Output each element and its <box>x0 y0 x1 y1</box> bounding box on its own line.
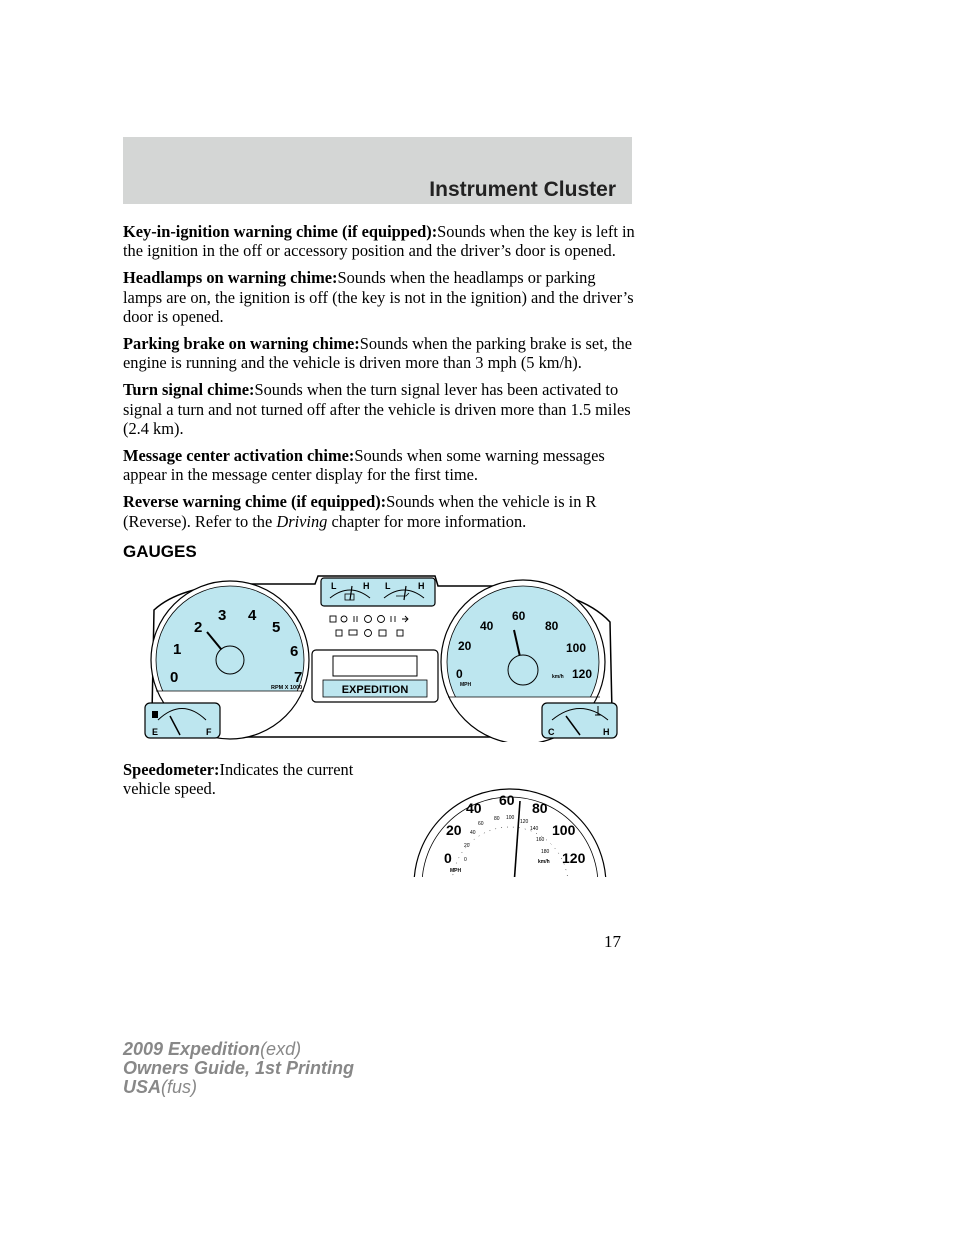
footer-line-1 <box>123 1040 354 1059</box>
svg-text:160: 160 <box>536 837 545 843</box>
svg-text:100: 100 <box>552 822 576 838</box>
description: Sounds when the parking brake is set, the engine is running and the vehicle is driven more than 3 mph (5 km/h). <box>123 334 632 373</box>
svg-text:100: 100 <box>506 815 515 821</box>
page-number: 17 <box>604 932 621 951</box>
term: Turn signal chime: <box>123 380 255 400</box>
svg-text:60: 60 <box>512 609 526 623</box>
term: Message center activation chime: <box>123 446 355 466</box>
svg-text:F: F <box>206 727 212 737</box>
svg-text:7: 7 <box>294 669 303 686</box>
vehicle-display-label: EXPEDITION <box>341 684 409 696</box>
temperature-gauge <box>542 703 617 738</box>
svg-text:1: 1 <box>173 641 182 658</box>
term: Speedometer: <box>123 760 220 779</box>
description: Indicates the current vehicle speed. <box>123 760 354 799</box>
svg-text:40: 40 <box>466 800 482 816</box>
fuel-gauge <box>145 703 220 738</box>
footer <box>123 1040 354 1097</box>
footer-model-code: (exd) <box>260 1039 302 1059</box>
instrument-cluster-illustration <box>140 572 624 742</box>
footer-market-code: (fus) <box>161 1077 198 1097</box>
svg-text:6: 6 <box>290 643 299 660</box>
paragraph-message-center-chime <box>123 446 638 484</box>
description: Sounds when the headlamps or parking lamps are on, the ignition is off (the key is not in the ignition) and the driver’s door is opened. <box>123 268 634 326</box>
svg-text:80: 80 <box>494 816 500 822</box>
svg-text:0: 0 <box>464 857 467 863</box>
paragraph-key-chime <box>123 222 638 260</box>
svg-text:80: 80 <box>545 619 559 633</box>
svg-text:80: 80 <box>532 800 548 816</box>
paragraph-parking-brake-chime <box>123 334 638 372</box>
speedometer-illustration <box>410 785 610 877</box>
svg-text:2: 2 <box>194 619 203 636</box>
svg-text:0: 0 <box>456 667 463 681</box>
speedometer-description <box>123 760 393 798</box>
small-gauge-label: L <box>331 581 337 591</box>
svg-text:H: H <box>603 727 610 737</box>
small-gauge-label: H <box>418 581 425 591</box>
footer-model: 2009 Expedition <box>123 1039 261 1059</box>
svg-text:C: C <box>548 727 555 737</box>
paragraph-headlamps-chime <box>123 268 638 326</box>
term: Key-in-ignition warning chime (if equipped): <box>123 222 438 241</box>
svg-text:100: 100 <box>566 641 587 655</box>
description: Sounds when the turn signal lever has been activated to signal a turn and not turned off after the vehicle is driven more than 1.5 miles (2.4 km). <box>123 380 631 438</box>
svg-text:180: 180 <box>541 849 550 855</box>
term: Parking brake on warning chime: <box>123 334 360 354</box>
svg-text:20: 20 <box>458 639 472 653</box>
svg-text:120: 120 <box>520 819 529 825</box>
svg-text:km/h: km/h <box>552 674 564 680</box>
svg-text:MPH: MPH <box>460 682 472 688</box>
svg-text:0: 0 <box>444 850 452 866</box>
svg-text:MPH: MPH <box>450 868 462 874</box>
svg-text:60: 60 <box>478 821 484 827</box>
term: Reverse warning chime (if equipped): <box>123 492 387 512</box>
svg-text:140: 140 <box>530 826 539 832</box>
description-end: chapter for more information. <box>327 511 527 531</box>
svg-text:4: 4 <box>248 607 257 624</box>
small-gauge-label: L <box>385 581 391 591</box>
footer-market: USA <box>123 1077 162 1097</box>
svg-text:0: 0 <box>170 669 179 686</box>
description: Sounds when the key is left in the ignition in the off or accessory position and the driver’s door is opened. <box>123 222 635 261</box>
section-heading: GAUGES <box>123 542 197 561</box>
term: Headlamps on warning chime: <box>123 268 338 288</box>
svg-text:40: 40 <box>480 619 494 633</box>
footer-line-3 <box>123 1078 354 1097</box>
svg-text:120: 120 <box>572 667 593 681</box>
paragraph-reverse-chime <box>123 492 638 530</box>
svg-text:20: 20 <box>446 822 462 838</box>
header-band <box>123 137 632 204</box>
svg-text:60: 60 <box>499 792 515 808</box>
chime-descriptions <box>123 222 638 539</box>
description: Sounds when some warning messages appear in the message center display for the first time. <box>123 446 605 485</box>
svg-text:RPM X 1000: RPM X 1000 <box>271 685 303 691</box>
svg-text:20: 20 <box>464 843 470 849</box>
description: Sounds when the vehicle is in R (Reverse). Refer to the <box>123 492 597 531</box>
svg-text:3: 3 <box>218 607 227 624</box>
page-title: Instrument Cluster <box>429 178 616 201</box>
svg-text:120: 120 <box>562 850 586 866</box>
svg-text:40: 40 <box>470 830 476 836</box>
svg-text:E: E <box>152 727 159 737</box>
chapter-reference: Driving <box>276 511 328 531</box>
svg-text:5: 5 <box>272 619 281 636</box>
small-gauge-label: H <box>363 581 370 591</box>
paragraph-turn-signal-chime <box>123 380 638 438</box>
svg-text:km/h: km/h <box>538 859 550 865</box>
footer-line-2: Owners Guide, 1st Printing <box>123 1058 355 1078</box>
